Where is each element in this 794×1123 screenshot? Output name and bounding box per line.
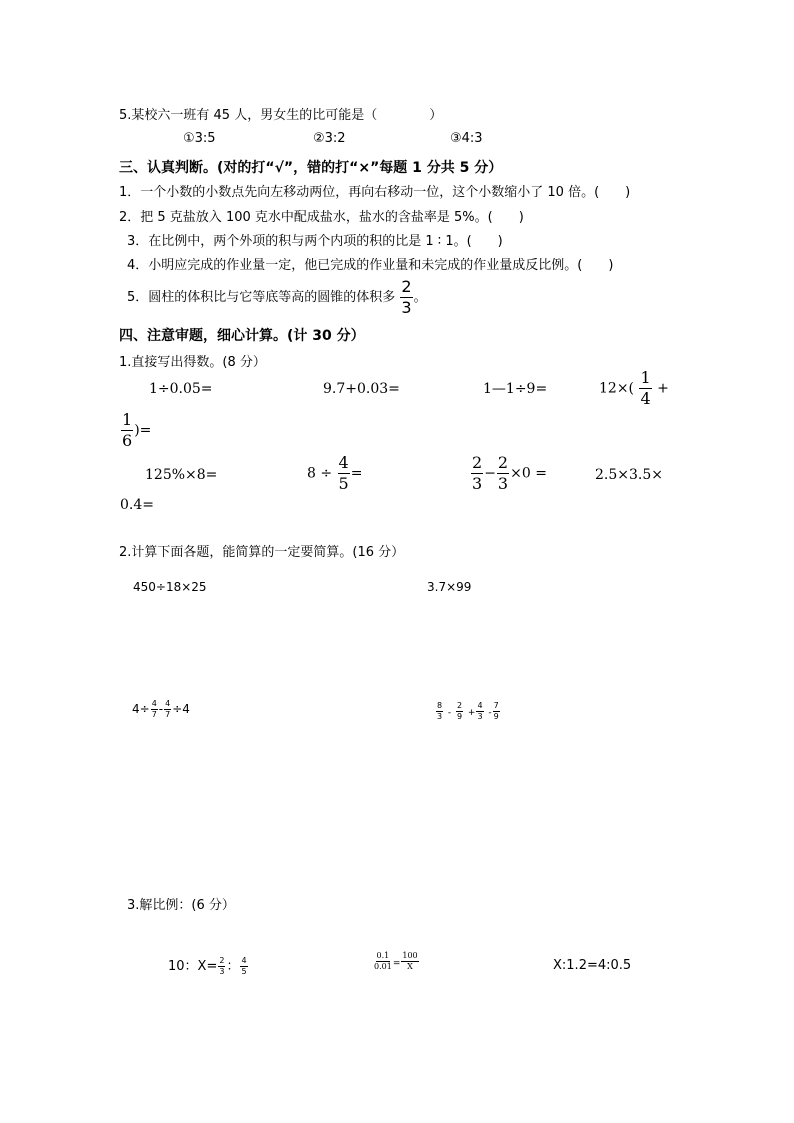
judge-item-2: 2．把 5 克盐放入 100 克水中配成盐水，盐水的含盐率是 5%。( ) xyxy=(119,210,524,225)
proportion-1: 10：X= $\frac{2}{3}$ ： $\frac{4}{5}$ xyxy=(168,956,247,976)
calc-2: 9.7+0.03= xyxy=(323,381,400,397)
calc-8: 2.5×3.5× xyxy=(595,467,663,483)
fraction-seven-ninths: $\frac{7}{9}$ xyxy=(493,701,499,721)
calc-5: 125%×8= xyxy=(145,467,218,483)
fraction-four-fifths-b: $\frac{4}{5}$ xyxy=(241,956,247,976)
sub-3-title: 3.解比例：(6 分） xyxy=(127,898,235,913)
fraction-two-thirds-a: $\frac{2}{3}$ xyxy=(472,453,483,493)
calc-4-continued: $\frac{1}{6}$ )= xyxy=(122,410,152,450)
simplify-problem-3: 4÷ $\frac{4}{7}$ - $\frac{4}{7}$ ÷4 xyxy=(132,699,190,719)
fraction-two-thirds-c: $\frac{2}{3}$ xyxy=(219,956,225,976)
fraction-hundred-over-x: $\frac{100}{X}$ xyxy=(402,951,418,971)
simplify-problem-2: 3.7×99 xyxy=(427,580,472,594)
sub-1-title: 1.直接写出得数。(8 分） xyxy=(119,355,266,370)
fraction-one-sixth: $\frac{1}{6}$ xyxy=(122,410,133,450)
fraction-two-thirds: $\frac{2}{3}$ xyxy=(401,277,412,317)
judge-item-5-text: 5．圆柱的体积比与它等底等高的圆锥的体积多 xyxy=(127,290,396,305)
calc-8-continued: 0.4= xyxy=(120,497,154,513)
fraction-two-ninths: $\frac{2}{9}$ xyxy=(457,701,463,721)
judge-item-5: 5．圆柱的体积比与它等底等高的圆锥的体积多 $\frac{2}{3}$ 。 xyxy=(127,277,427,317)
q5-option-2: ②3:2 xyxy=(313,131,346,146)
section-4-title: 四、注意审题，细心计算。(计 30 分） xyxy=(119,328,365,344)
question-5-stem: 5.某校六一班有 45 人，男女生的比可能是（ ） xyxy=(119,108,443,123)
fraction-four-sevenths-b: $\frac{4}{7}$ xyxy=(165,699,171,719)
fraction-four-thirds: $\frac{4}{3}$ xyxy=(477,701,483,721)
calc-6: 8 ÷ $\frac{4}{5}$ = xyxy=(307,453,363,493)
calc-4: 12×( $\frac{1}{4}$ + xyxy=(599,368,669,408)
proportion-3: X:1.2=4:0.5 xyxy=(553,958,632,973)
calc-1: 1÷0.05= xyxy=(149,381,213,397)
sub-2-title: 2.计算下面各题，能简算的一定要简算。(16 分） xyxy=(119,545,405,560)
judge-item-4: 4．小明应完成的作业量一定，他已完成的作业量和未完成的作业量成反比例。( ) xyxy=(127,258,614,273)
simplify-problem-1: 450÷18×25 xyxy=(133,580,207,594)
q5-option-3: ③4:3 xyxy=(450,131,483,146)
judge-item-3: 3．在比例中，两个外项的积与两个内项的积的比是 1 ∶ 1。( ) xyxy=(127,234,503,249)
fraction-four-sevenths-a: $\frac{4}{7}$ xyxy=(151,699,157,719)
fraction-one-fourth: $\frac{1}{4}$ xyxy=(640,368,651,408)
q5-option-1: ①3:5 xyxy=(183,131,216,146)
simplify-problem-4: $\frac{8}{3}$ - $\frac{2}{9}$ + $\frac{4}{3}$ - $\frac{7}{9}$ xyxy=(437,701,499,721)
fraction-eight-thirds: $\frac{8}{3}$ xyxy=(437,701,443,721)
calc-7: $\frac{2}{3}$ − $\frac{2}{3}$ ×0 = xyxy=(472,453,547,493)
proportion-2: $\frac{0.1}{0.01}$ = $\frac{100}{X}$ xyxy=(374,951,418,971)
fraction-tenth-over-hundredth: $\frac{0.1}{0.01}$ xyxy=(374,951,392,971)
calc-3: 1—1÷9= xyxy=(483,381,548,397)
fraction-four-fifths: $\frac{4}{5}$ xyxy=(338,453,349,493)
judge-item-1: 1．一个小数的小数点先向左移动两位，再向右移动一位，这个小数缩小了 10 倍。( ) xyxy=(119,185,631,200)
section-3-title: 三、认真判断。(对的打“√”，错的打“×”每题 1 分共 5 分） xyxy=(119,160,503,176)
fraction-two-thirds-b: $\frac{2}{3}$ xyxy=(497,453,509,493)
